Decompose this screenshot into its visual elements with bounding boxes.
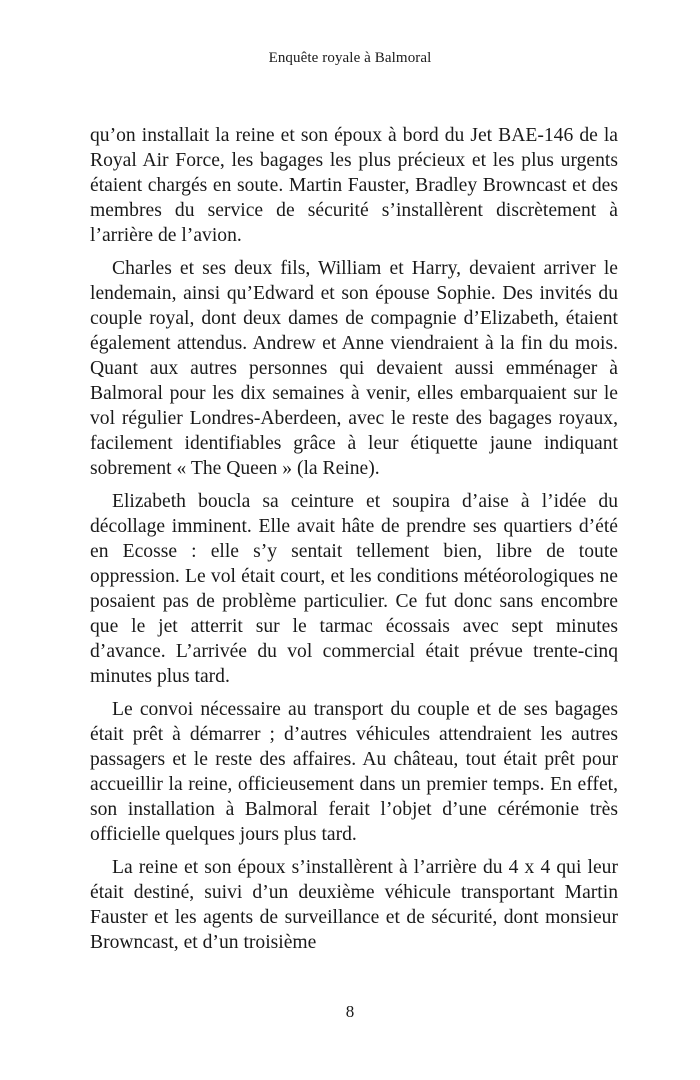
page-body: [90, 123, 618, 963]
page-number: 8: [345, 1002, 355, 1021]
paragraph: Elizabeth boucla sa ceinture et soupira d’aise à l’idée du décollage imminent. Elle avait hâte de prendre ses quartiers d’été en Ecosse : elle s’y sentait tellement bien, libre de toute oppression. Le vol était court, et les conditions météorologiques ne posaient pas de problème particulier. Ce fut donc sans encombre que le jet atterrit sur le tarmac écossais avec sept minutes d’avance. L’arrivée du vol commercial était prévue trente-cinq minutes plus tard.: [90, 491, 618, 687]
paragraph: Le convoi nécessaire au transport du couple et de ses bagages était prêt à démarrer ; d’autres véhicules attendraient les autres passagers et le reste des affaires. Au château, tout était prêt pour accueillir la reine, officieusement dans un premier temps. En effet, son installation à Balmoral ferait l’objet d’une cérémonie très officielle quelques jours plus tard.: [90, 699, 618, 845]
paragraph: La reine et son époux s’installèrent à l’arrière du 4 x 4 qui leur était destiné, suivi d’un deuxième véhicule transportant Martin Fauster et les agents de surveillance et de sécurité, dont monsieur Browncast, et d’un troisième: [90, 857, 618, 953]
running-header-title: Enquête royale à Balmoral: [268, 50, 432, 66]
paragraph-continuation: qu’on installait la reine et son époux à bord du Jet BAE-146 de la Royal Air Force, les bagages les plus précieux et les plus urgents étaient chargés en soute. Martin Fauster, Bradley Browncast et des membres du service de sécurité s’installèrent discrètement à l’arrière de l’avion.: [90, 125, 618, 246]
paragraph: Charles et ses deux fils, William et Harry, devaient arriver le lendemain, ainsi qu’Edward et son épouse Sophie. Des invités du couple royal, dont deux dames de compagnie d’Elizabeth, étaient également attendus. Andrew et Anne viendraient à la fin du mois. Quant aux autres personnes qui devaient aussi emménager à Balmoral pour les dix semaines à venir, elles embarquaient sur le vol régulier Londres-Aberdeen, avec le reste des bagages royaux, facilement identifiables grâce à leur étiquette jaune indiquant sobrement « The Queen » (la Reine).: [90, 258, 618, 479]
